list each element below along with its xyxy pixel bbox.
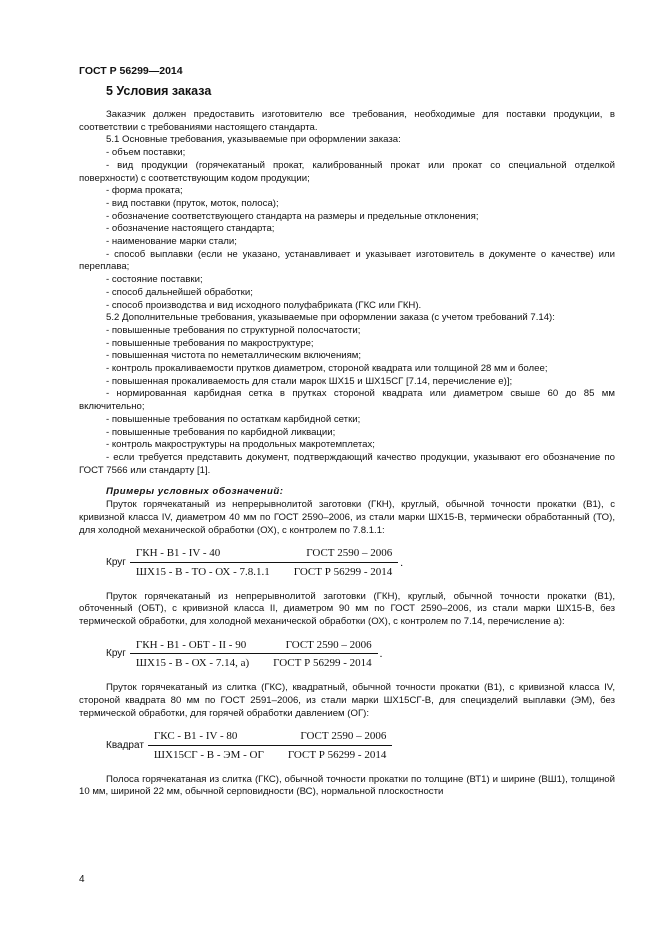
body-paragraph: - нормированная карбидная сетка в прутках стороной квадрата или диаметром свыше 60 до 85 мм включительно; [79,388,615,413]
fraction-numerator [130,639,378,655]
example-paragraph: Пруток горячекатаный из непрерывнолитой заготовки (ГКН), круглый, обычной точности прокатки (В1), с кривизной класса IV, диаметром 40 мм по ГОСТ 2590–2006, из стали марки ШХ15-В, термически обработанный (ТО), для холодной механической обработки (ОХ), с контролем по 7.8.1.1: [79,499,615,536]
denominator-right: ГОСТ Р 56299 - 2014 [293,565,393,578]
body-paragraph: - способ производства и вид исходного полуфабриката (ГКС или ГКН). [106,299,422,311]
body-paragraph: - повышенные требования по карбидной ликвации; [106,426,336,438]
body-paragraph: - способ выплавки (если не указано, устанавливает и указывает изготовитель в документе о качестве) или переплава; [79,248,615,273]
example-paragraph: Пруток горячекатаный из слитка (ГКС), квадратный, обычной точности прокатки (В1), с кривизной класса IV, стороной квадрата 80 мм по ГОСТ 2591–2006, из стали марки ШХ15СГ-В, для специзделий выплавки (ЭМ), без термической обработки, для горячей обработки давлением (ОГ): [79,682,615,719]
denominator-right: ГОСТ Р 56299 - 2014 [273,657,372,670]
numerator-left: ГКС - В1 - IV - 80 [153,730,238,743]
body-paragraph: - повышенная чистота по неметаллическим включениям; [106,350,362,362]
body-paragraph: Заказчик должен предоставить изготовителю все требования, необходимые для поставки продукции, в соответствии с требованиями настоящего стандарта. [79,109,615,133]
denominator-left: ШХ15 - В - ОХ - 7.14, а) [135,657,250,670]
body-paragraph: - наименование марки стали; [106,236,237,248]
section-title: 5 Условия заказа [106,84,212,98]
denominator-left: ШХ15СГ - В - ЭМ - ОГ [153,748,264,761]
designation-formula [106,730,615,761]
body-paragraph: - повышенные требования по остаткам карбидной сетки; [106,413,361,425]
body-text [79,109,615,799]
page-number: 4 [79,874,85,885]
body-paragraph: 5.2 Дополнительные требования, указываемые при оформлении заказа (с учетом требований 7.14): [106,312,555,324]
formula-fraction [148,730,392,761]
body-paragraph: - повышенная прокаливаемость для стали марок ШХ15 и ШХ15СГ [7.14, перечисление е)]; [106,375,513,387]
body-paragraph: - повышенные требования по макроструктуре; [106,337,314,349]
designation-formula [106,639,615,670]
fraction-denominator [130,654,378,670]
body-paragraph: - повышенные требования по структурной полосчатости; [106,324,361,336]
examples-list [79,499,615,762]
body-paragraph: - обозначение настоящего стандарта; [106,223,275,235]
designation-formula [106,547,615,578]
formula-word: Круг [106,556,126,568]
body-paragraph: - объем поставки; [106,147,186,159]
fraction-denominator [148,746,392,762]
body-paragraph: - состояние поставки; [106,274,203,286]
body-paragraph: - вид продукции (горячекатаный прокат, калиброванный прокат или прокат со специальной отделкой поверхности) с соответствующим кодом продукции; [79,159,615,184]
fraction-denominator [130,563,398,579]
body-paragraph: - контроль прокаливаемости прутков диаметром, стороной квадрата или толщиной 28 мм и более; [106,363,548,375]
numerator-left: ГКН - В1 - ОБТ - II - 90 [135,638,247,651]
body-paragraph: - способ дальнейшей обработки; [106,286,253,298]
standard-header: ГОСТ Р 56299—2014 [79,65,183,77]
examples-title: Примеры условных обозначений: [106,486,284,498]
example-paragraph-last: Полоса горячекатаная из слитка (ГКС), обычной точности прокатки по толщине (ВТ1) и ширине (ВШ1), толщиной 10 мм, шириной 22 мм, обычной серповидности (ВС), нормальной плоскостности [79,773,615,798]
fraction-numerator [130,547,398,563]
formula-end: . [379,648,383,661]
body-paragraph: - обозначение соответствующего стандарта на размеры и предельные отклонения; [106,210,479,222]
numerator-right: ГОСТ 2590 – 2006 [306,547,393,560]
formula-fraction [130,639,378,670]
body-paragraph: - если требуется представить документ, подтверждающий качество продукции, указывают его обозначение по ГОСТ 7566 или стандарту [1]. [79,451,615,476]
formula-end: . [400,556,404,569]
formula-word: Круг [106,648,126,660]
denominator-right: ГОСТ Р 56299 - 2014 [287,748,387,761]
denominator-left: ШХ15 - В - ТО - ОХ - 7.8.1.1 [135,565,270,578]
fraction-numerator [148,730,392,746]
body-paragraph: - вид поставки (пруток, моток, полоса); [106,197,279,209]
numerator-left: ГКН - В1 - IV - 40 [135,547,221,560]
requirements-list [79,109,615,477]
formula-fraction [130,547,398,578]
body-paragraph: - контроль макроструктуры на продольных макротемплетах; [106,439,375,451]
numerator-right: ГОСТ 2590 – 2006 [300,730,387,743]
example-paragraph: Пруток горячекатаный из непрерывнолитой заготовки (ГКН), круглый, обычной точности прокатки (В1), обточенный (ОБТ), с кривизной класса II, диаметром 90 мм по ГОСТ 2590–2006, из стали марки ШХ15-В, без термической обработки, для холодной механической обработки (ОХ), с контролем по 7.14, перечисление а): [79,590,615,628]
numerator-right: ГОСТ 2590 – 2006 [285,638,372,651]
formula-word: Квадрат [106,739,144,751]
body-paragraph: 5.1 Основные требования, указываемые при оформлении заказа: [106,134,401,146]
body-paragraph: - форма проката; [106,185,183,197]
